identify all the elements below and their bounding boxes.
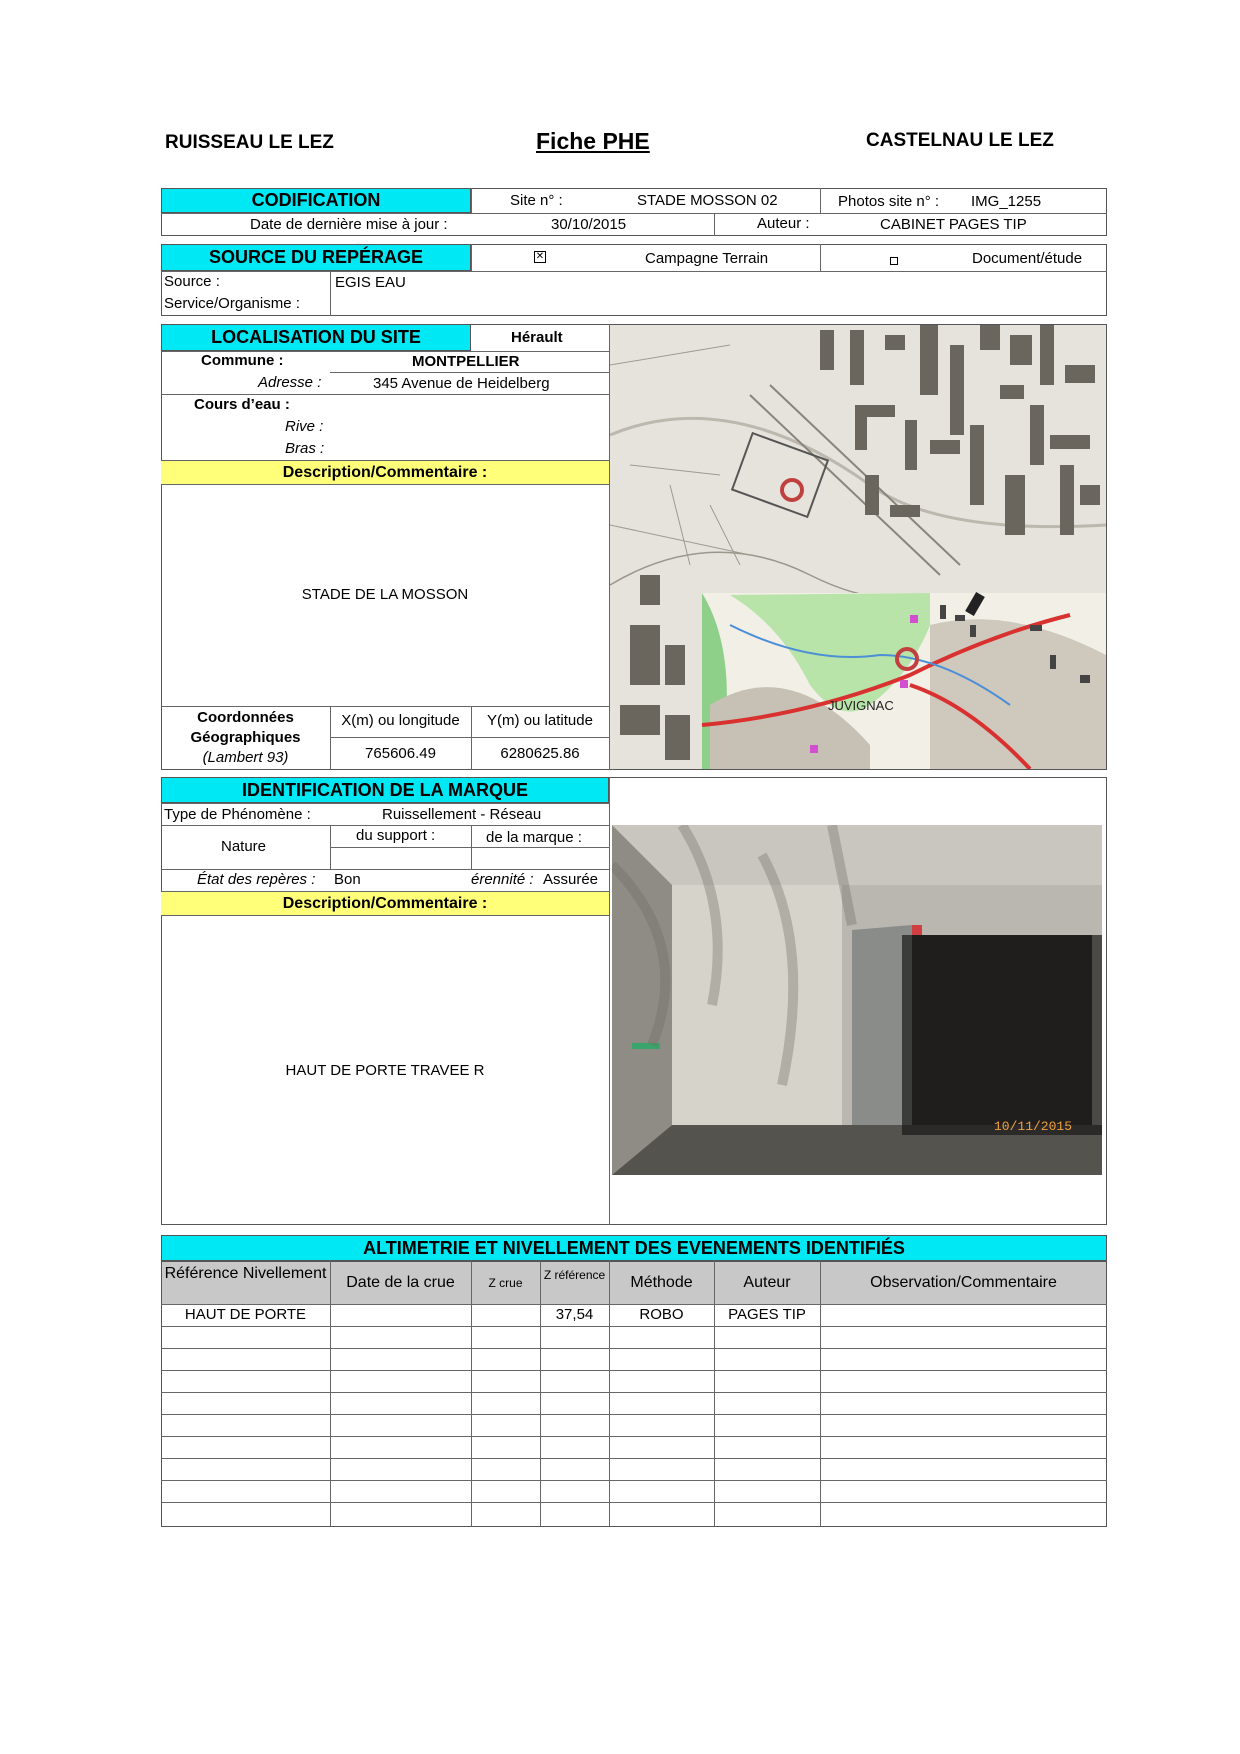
perennite-value: Assurée — [543, 871, 599, 888]
row1-z-reference: 37,54 — [555, 1306, 594, 1323]
localisation-desc-value: STADE DE LA MOSSON — [301, 586, 469, 603]
perennite-label: érennité : — [471, 871, 534, 888]
coord-label-3: (Lambert 93) — [202, 749, 289, 766]
localisation-heading: LOCALISATION DU SITE — [161, 324, 471, 351]
col-methode: Méthode — [630, 1274, 693, 1291]
date-label: Date de dernière mise à jour : — [250, 216, 448, 233]
bras-label: Bras : — [285, 440, 325, 457]
row1-reference: HAUT DE PORTE — [184, 1306, 307, 1323]
header-left: RUISSEAU LE LEZ — [165, 132, 334, 153]
adresse-value: 345 Avenue de Heidelberg — [373, 375, 550, 392]
col-z-reference: Z référence — [543, 1268, 606, 1282]
etat-label: État des repères : — [197, 871, 316, 888]
type-label: Type de Phénomène : — [164, 806, 311, 823]
coord-label-2: Géographiques — [190, 729, 301, 746]
etat-value: Bon — [334, 871, 361, 888]
coord-label-1: Coordonnées — [197, 709, 294, 726]
row1-auteur: PAGES TIP — [728, 1306, 806, 1323]
col-observation: Observation/Commentaire — [870, 1274, 1057, 1291]
document-label: Document/étude — [972, 250, 1083, 267]
y-label: Y(m) ou latitude — [487, 712, 593, 729]
codification-heading: CODIFICATION — [161, 188, 471, 213]
altimetrie-heading: ALTIMETRIE ET NIVELLEMENT DES EVENEMENTS IDENTIFIÉS — [161, 1235, 1107, 1261]
rive-label: Rive : — [285, 418, 324, 435]
nature-label: Nature — [221, 838, 267, 855]
service-value: EGIS EAU — [335, 274, 406, 291]
map-label: JUVIGNAC — [828, 698, 894, 713]
commune-label: Commune : — [201, 352, 284, 369]
col-z-crue: Z crue — [488, 1276, 523, 1290]
localisation-desc-heading: Description/Commentaire : — [161, 460, 609, 485]
auteur-label: Auteur : — [757, 215, 810, 232]
x-value: 765606.49 — [365, 745, 436, 762]
site-label: Site n° : — [510, 192, 563, 209]
identification-heading: IDENTIFICATION DE LA MARQUE — [161, 777, 609, 803]
col-reference: Référence Nivellement — [164, 1265, 327, 1282]
type-value: Ruissellement - Réseau — [382, 806, 542, 823]
site-map — [610, 325, 1106, 769]
support-label: du support : — [356, 827, 436, 844]
site-value: STADE MOSSON 02 — [637, 192, 778, 209]
document-checkbox[interactable] — [890, 257, 898, 265]
campagne-checkbox[interactable]: ✕ — [535, 251, 545, 262]
commune-value: MONTPELLIER — [412, 353, 520, 370]
departement: Hérault — [511, 329, 563, 346]
cours-label: Cours d’eau : — [194, 396, 290, 413]
site-photo — [612, 825, 1102, 1175]
identification-desc-value: HAUT DE PORTE TRAVEE R — [285, 1062, 485, 1079]
photos-label: Photos site n° : — [838, 193, 940, 210]
date-value: 30/10/2015 — [551, 216, 627, 233]
campagne-label: Campagne Terrain — [645, 250, 769, 267]
header-right: CASTELNAU LE LEZ — [866, 130, 1054, 151]
source-heading: SOURCE DU REPÉRAGE — [161, 244, 471, 271]
col-auteur: Auteur — [743, 1274, 791, 1291]
identification-desc-heading: Description/Commentaire : — [161, 891, 609, 916]
row1-methode: ROBO — [639, 1306, 684, 1323]
service-label: Service/Organisme : — [164, 295, 300, 312]
photo-date: 10/11/2015 — [994, 1119, 1073, 1134]
auteur-value: CABINET PAGES TIP — [880, 216, 1027, 233]
photos-value: IMG_1255 — [971, 193, 1042, 210]
col-date-crue: Date de la crue — [346, 1274, 455, 1291]
x-label: X(m) ou longitude — [341, 712, 460, 729]
y-value: 6280625.86 — [500, 745, 580, 762]
adresse-label: Adresse : — [258, 374, 322, 391]
marque-label: de la marque : — [486, 829, 582, 846]
page-title: Fiche PHE — [536, 128, 650, 154]
source-label: Source : — [164, 273, 220, 290]
